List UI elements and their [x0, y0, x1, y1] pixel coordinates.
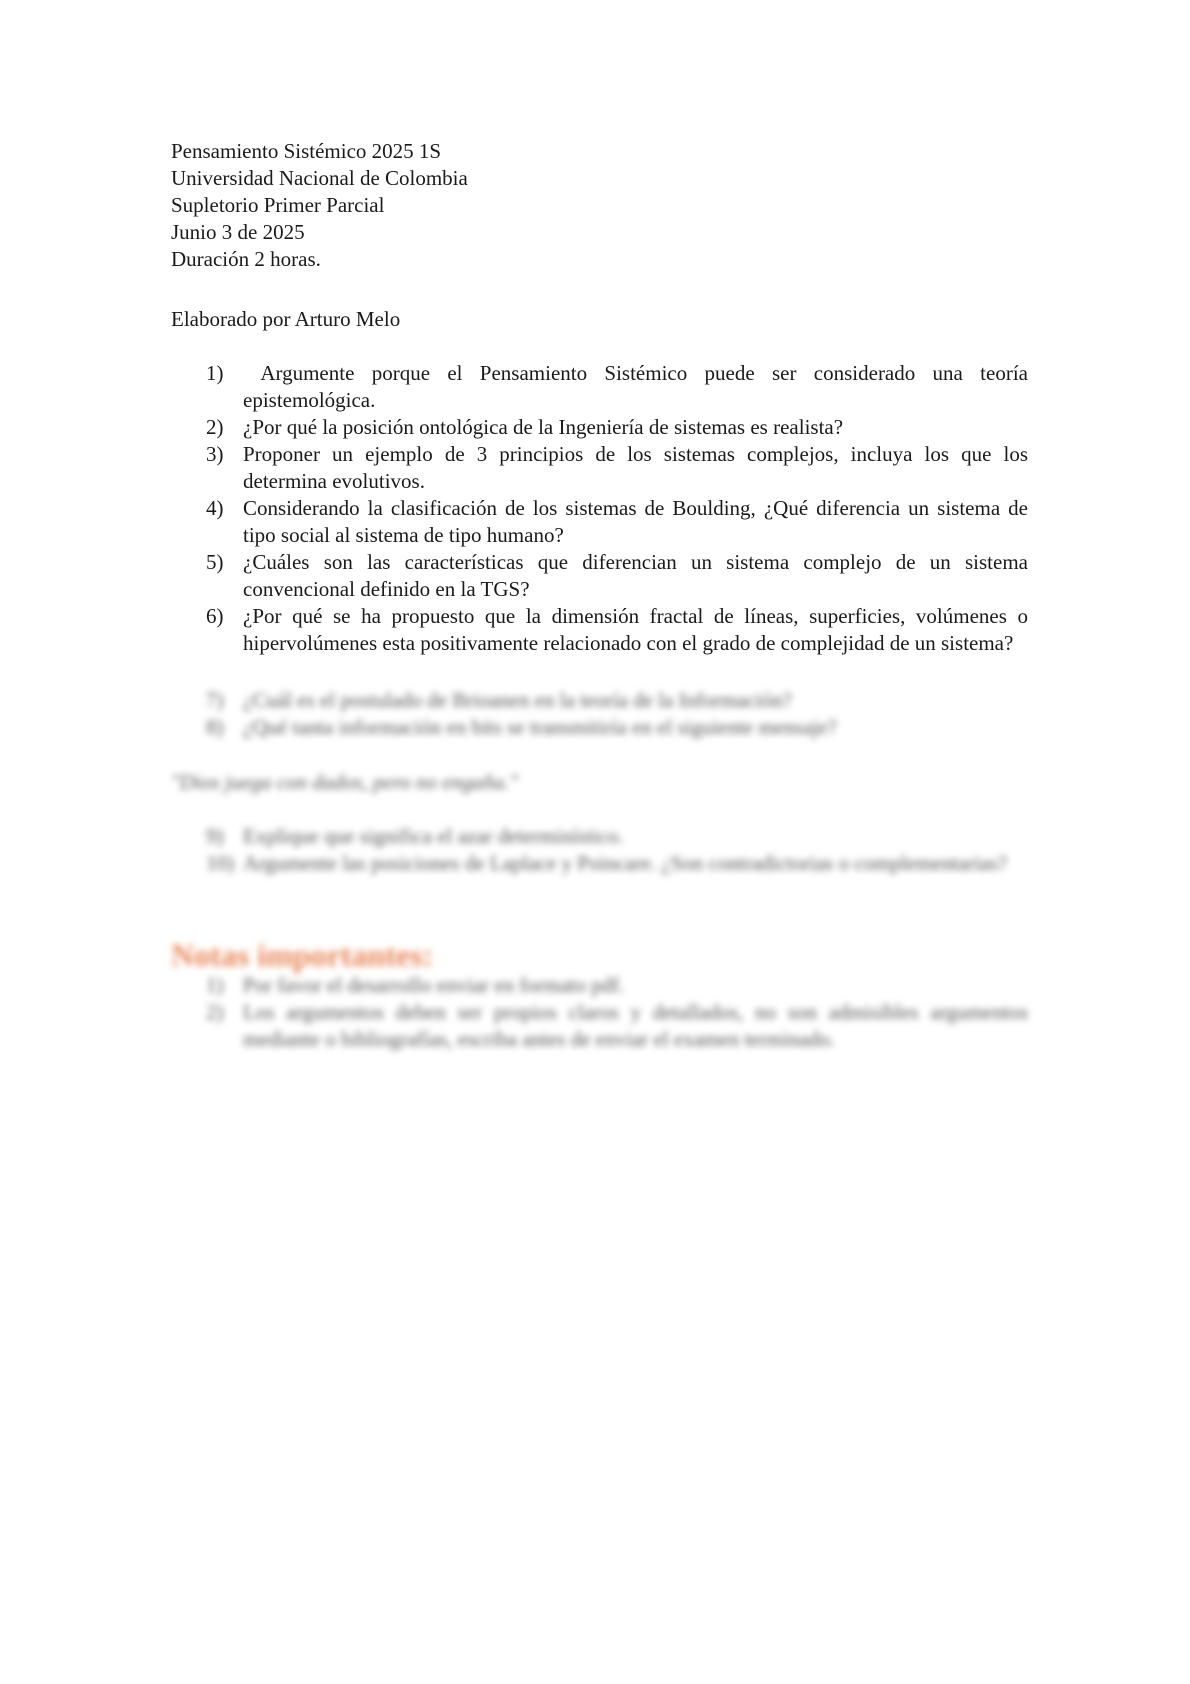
question-number: 4) — [206, 496, 224, 520]
question-item — [206, 714, 1028, 741]
author-line: Elaborado por Arturo Melo — [171, 307, 401, 331]
question-item — [206, 414, 1028, 441]
question-text: Considerando la clasificación de los sistemas de Boulding, ¿Qué diferencia un sistema de tipo social al sistema de tipo humano? — [243, 496, 1028, 547]
question-text: Explique que significa el azar determinístico. — [243, 824, 624, 848]
note-text: Los argumentos deben ser propios claros y detallados, no son admisibles argumentos mediante o bibliografías, escriba antes de enviar el examen terminado. — [243, 1000, 1028, 1051]
blurred-question-list — [206, 687, 1028, 741]
question-item — [206, 823, 1028, 850]
question-number: 9) — [206, 824, 224, 848]
question-text: Proponer un ejemplo de 3 principios de los sistemas complejos, incluya los que los determina evolutivos. — [243, 442, 1028, 493]
blurred-question-list-2 — [206, 823, 1028, 877]
question-text: Argumente porque el Pensamiento Sistémico puede ser considerado una teoría epistemológica. — [243, 361, 1028, 412]
question-text: Argumente las posiciones de Laplace y Poincare. ¿Son contradictorias o complementarias? — [243, 851, 1008, 875]
question-number: 10) — [206, 851, 234, 875]
question-text: ¿Por qué se ha propuesto que la dimensión fractal de líneas, superficies, volúmenes o hipervolúmenes esta positivamente relacionado con el grado de complejidad de un sistema? — [243, 604, 1028, 655]
notes-list — [206, 972, 1028, 1053]
question-number: 8) — [206, 715, 224, 739]
question-item — [206, 603, 1028, 657]
question-text: ¿Cuáles son las características que diferencian un sistema complejo de un sistema convencional definido en la TGS? — [243, 550, 1028, 601]
question-text: ¿Por qué la posición ontológica de la Ingeniería de sistemas es realista? — [243, 415, 844, 439]
note-number: 2) — [206, 1000, 224, 1024]
question-number: 3) — [206, 442, 224, 466]
university-name: Universidad Nacional de Colombia — [171, 166, 468, 190]
question-text: ¿Qué tanta información en bits se transmitiría en el siguiente mensaje? — [243, 715, 837, 739]
question-item — [206, 850, 1028, 877]
question-item — [206, 549, 1028, 603]
question-number: 5) — [206, 550, 224, 574]
question-item — [206, 441, 1028, 495]
note-text: Por favor el desarrollo enviar en formato pdf. — [243, 973, 625, 997]
exam-duration: Duración 2 horas. — [171, 247, 321, 271]
question-item — [206, 495, 1028, 549]
quote-line: "Dios juega con dados, pero no engaña." — [171, 770, 518, 794]
question-item — [206, 687, 1028, 714]
question-number: 2) — [206, 415, 224, 439]
question-number: 6) — [206, 604, 224, 628]
exam-date: Junio 3 de 2025 — [171, 220, 305, 244]
question-item — [206, 360, 1028, 414]
notes-title: Notas importantes: — [171, 937, 434, 973]
question-text: ¿Cuál es el postulado de Brioanen en la teoría de la Información? — [243, 688, 792, 712]
question-number: 7) — [206, 688, 224, 712]
note-item — [206, 999, 1028, 1053]
note-item — [206, 972, 1028, 999]
course-title: Pensamiento Sistémico 2025 1S — [171, 139, 442, 163]
document-header — [171, 138, 468, 273]
question-number: 1) — [206, 361, 224, 385]
note-number: 1) — [206, 973, 224, 997]
exam-title: Supletorio Primer Parcial — [171, 193, 385, 217]
question-list — [206, 360, 1028, 657]
